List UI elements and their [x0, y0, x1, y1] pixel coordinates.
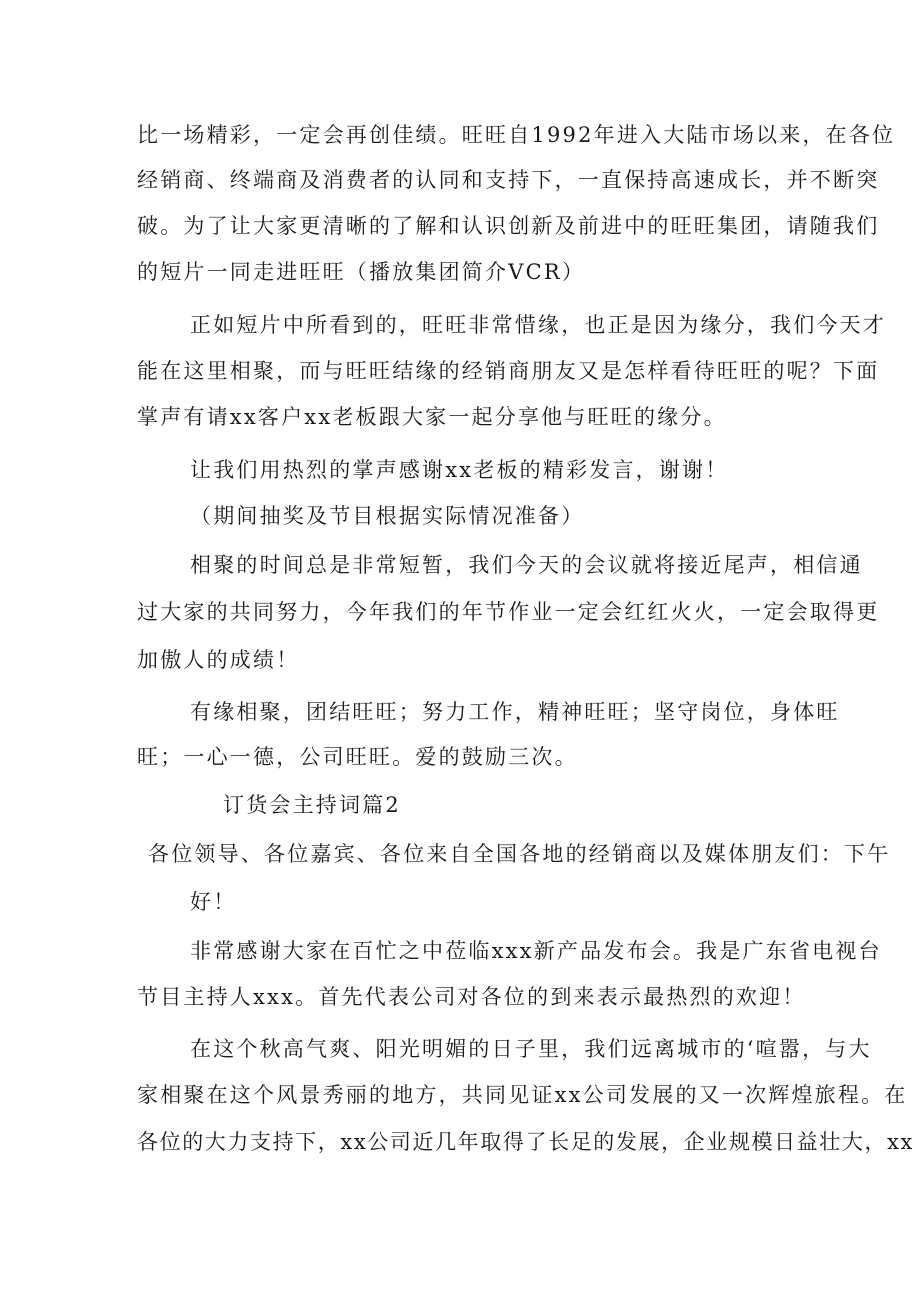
text-line-19: 节目主持人xxx。首先代表公司对各位的到来表示最热烈的欢迎！ — [137, 985, 806, 1009]
text-line-2: 经销商、终端商及消费者的认同和支持下，一直保持高速成长，并不断突 — [137, 168, 880, 192]
text-line-8: 让我们用热烈的掌声感谢xx老板的精彩发言，谢谢！ — [190, 458, 729, 482]
text-line-4: 的短片一同走进旺旺（播放集团简介VCR） — [137, 260, 586, 284]
text-line-1: 比一场精彩，一定会再创佳绩。旺旺自1992年进入大陆市场以来，在各位 — [137, 123, 896, 147]
text-line-10: 相聚的时间总是非常短暂，我们今天的会议就将接近尾声，相信通 — [190, 553, 863, 577]
text-line-17: 好！ — [190, 890, 237, 914]
text-line-5: 正如短片中所看到的，旺旺非常惜缘，也正是因为缘分，我们今天才 — [190, 313, 886, 337]
text-line-11: 过大家的共同努力，今年我们的年节作业一定会红红火火，一定会取得更 — [137, 600, 880, 624]
text-line-21: 家相聚在这个风景秀丽的地方，共同见证xx公司发展的又一次辉煌旅程。在 — [137, 1083, 908, 1107]
text-line-16: 各位领导、各位嘉宾、各位来自全国各地的经销商以及媒体朋友们：下午 — [148, 842, 891, 866]
text-line-7: 掌声有请xx客户xx老板跟大家一起分享他与旺旺的缘分。 — [137, 405, 727, 429]
text-line-14: 旺；一心一德，公司旺旺。爱的鼓励三次。 — [137, 745, 578, 769]
section-heading: 订货会主持词篇2 — [223, 793, 401, 817]
text-line-22: 各位的大力支持下，xx公司近几年取得了长足的发展，企业规模日益壮大，xx — [137, 1130, 914, 1154]
text-line-3: 破。为了让大家更清晰的了解和认识创新及前进中的旺旺集团，请随我们 — [137, 214, 880, 238]
text-line-12: 加傲人的成绩！ — [137, 648, 300, 672]
text-line-20: 在这个秋高气爽、阳光明媚的日子里，我们远离城市的‘喧嚣，与大 — [190, 1037, 872, 1061]
text-line-18: 非常感谢大家在百忙之中莅临xxx新产品发布会。我是广东省电视台 — [190, 939, 882, 963]
text-line-13: 有缘相聚，团结旺旺；努力工作，精神旺旺；坚守岗位，身体旺 — [190, 700, 840, 724]
text-line-6: 能在这里相聚，而与旺旺结缘的经销商朋友又是怎样看待旺旺的呢？下面 — [137, 359, 880, 383]
text-line-9: （期间抽奖及节目根据实际情况准备） — [190, 504, 585, 528]
